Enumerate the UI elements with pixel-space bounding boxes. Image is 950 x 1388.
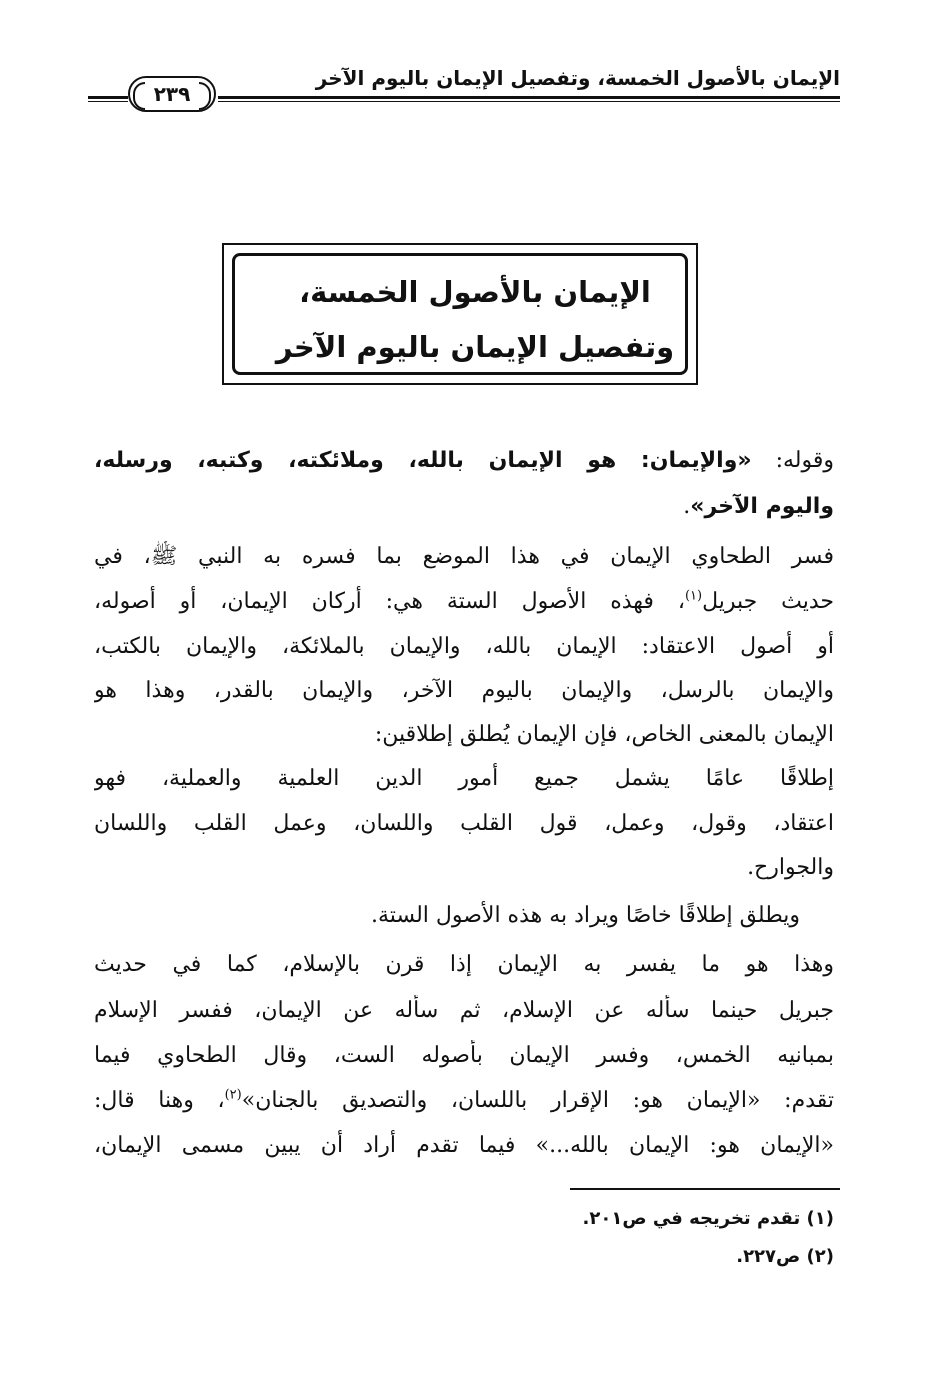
text-run: حديث جبريل [702, 589, 834, 614]
chapter-title-line-1: الإيمان بالأصول الخمسة، [299, 275, 651, 309]
footnote-marker: (٢) [806, 1246, 834, 1267]
chapter-title-line-2: وتفصيل الإيمان باليوم الآخر [275, 330, 675, 364]
footnote-1 [583, 1206, 834, 1232]
paragraph-3-line-1: إطلاقًا عامًا يشمل جميع أمور الدين العلمية والعملية، فهو [94, 766, 834, 791]
paragraph-5-line-5: «الإيمان هو: الإيمان بالله...» فيما تقدم أراد أن يبين مسمى الإيمان، [94, 1133, 834, 1158]
quote-end-punct: . [683, 494, 691, 519]
footnote-text: ص٢٢٧. [736, 1246, 801, 1267]
paragraph-1-line-1 [94, 445, 834, 477]
running-header [88, 62, 840, 112]
footnote-text: تقدم تخريجه في ص٢٠١. [582, 1208, 801, 1229]
paragraph-5-line-1: وهذا هو ما يفسر به الإيمان إذا قرن بالإسلام، كما في حديث [94, 952, 834, 977]
running-header-title: الإيمان بالأصول الخمسة، وتفصيل الإيمان باليوم الآخر [315, 66, 840, 90]
page-number: ٢٣٩ [128, 76, 216, 112]
footnote-ref-1: (١) [684, 588, 703, 604]
paragraph-5-line-3: بمبانيه الخمس، وفسر الإيمان بأصوله الست، وقال الطحاوي فيما [94, 1043, 834, 1068]
quote-text-end: واليوم الآخر» [690, 494, 834, 519]
paragraph-2-line-3: أو أصول الاعتقاد: الإيمان بالله، والإيمان بالملائكة، والإيمان بالكتب، [94, 634, 834, 659]
paragraph-2-line-5: الإيمان بالمعنى الخاص، فإن الإيمان يُطلق إطلاقين: [374, 722, 834, 747]
footnote-separator [570, 1188, 840, 1190]
quote-intro: وقوله: [751, 448, 834, 473]
paragraph-2-line-4: والإيمان بالرسل، والإيمان باليوم الآخر، والإيمان بالقدر، وهذا هو [94, 678, 834, 703]
text-run: ، وهنا قال: [94, 1088, 225, 1113]
header-rule [218, 96, 840, 102]
paragraph-5-line-2: جبريل حينما سأله عن الإسلام، ثم سأله عن الإيمان، ففسر الإسلام [94, 998, 834, 1023]
paragraph-3-line-3: والجوارح. [747, 855, 834, 880]
footnote-marker: (١) [806, 1208, 834, 1229]
header-rule-left [88, 96, 128, 102]
text-run: تقدم: «الإيمان هو: الإقرار باللسان، والتصديق بالجنان» [241, 1088, 834, 1113]
text-run: ، فهذه الأصول الستة هي: أركان الإيمان، أو أصوله، [94, 589, 685, 614]
paragraph-5-line-4 [94, 1085, 834, 1117]
paragraph-2-line-1: فسر الطحاوي الإيمان في هذا الموضع بما فسره به النبي ﷺ، في [94, 544, 834, 569]
paragraph-3-line-2: اعتقاد، وقول، وعمل، قول القلب واللسان، وعمل القلب واللسان [94, 811, 834, 836]
footnote-ref-2: (٢) [224, 1087, 242, 1103]
paragraph-2-line-2 [94, 586, 834, 618]
paragraph-1-line-2 [94, 491, 834, 523]
quote-text: «والإيمان: هو الإيمان بالله، وملائكته، وكتبه، ورسله، [94, 448, 752, 473]
footnote-2 [736, 1244, 834, 1270]
paragraph-4-line-1: ويطلق إطلاقًا خاصًا ويراد به هذه الأصول الستة. [371, 903, 800, 928]
